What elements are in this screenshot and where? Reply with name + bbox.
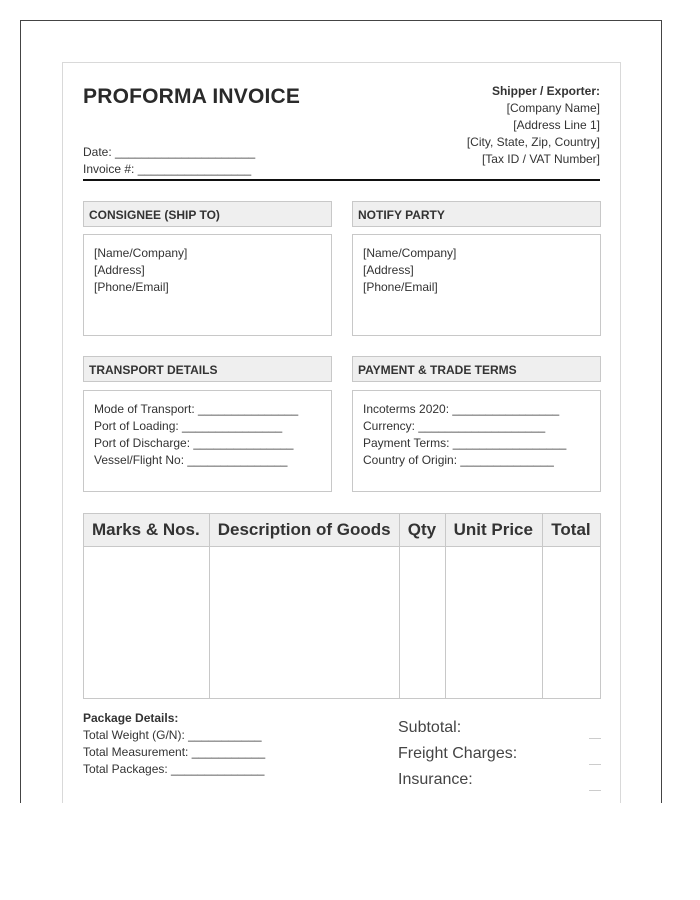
- column-header-description: Description of Goods: [209, 514, 399, 547]
- transport-heading: TRANSPORT DETAILS: [83, 356, 332, 382]
- table-row: [84, 547, 601, 699]
- notify-line: [Name/Company]: [363, 246, 457, 260]
- shipper-heading: Shipper / Exporter:: [491, 84, 600, 98]
- consignee-line: [Phone/Email]: [94, 280, 169, 294]
- column-header-marks: Marks & Nos.: [84, 514, 210, 547]
- freight-label: Freight Charges:: [398, 745, 518, 762]
- payment-line: Incoterms 2020: ________________: [363, 402, 560, 416]
- payment-line: Currency: ___________________: [363, 419, 546, 433]
- subtotal-row: [398, 719, 601, 745]
- consignee-box: [83, 234, 332, 336]
- subtotal-label: Subtotal:: [398, 719, 462, 736]
- notify-line: [Address]: [363, 263, 414, 277]
- consignee-line: [Name/Company]: [94, 246, 188, 260]
- shipper-line: [Tax ID / VAT Number]: [481, 152, 600, 166]
- invoice-number-field: Invoice #: _________________: [83, 162, 252, 176]
- table-cell: [209, 547, 399, 699]
- column-header-total: Total: [543, 514, 601, 547]
- freight-row: [398, 745, 601, 771]
- totals-block: [398, 719, 601, 797]
- payment-line: Country of Origin: ______________: [363, 453, 554, 467]
- insurance-label: Insurance:: [398, 771, 473, 788]
- table-header-row: [84, 514, 601, 547]
- column-header-unit-price: Unit Price: [445, 514, 543, 547]
- table-cell: [84, 547, 210, 699]
- package-heading: Package Details:: [83, 711, 179, 725]
- page-title: PROFORMA INVOICE: [83, 85, 301, 108]
- shipper-line: [City, State, Zip, Country]: [466, 135, 600, 149]
- freight-value-line: [589, 764, 601, 765]
- notify-party-heading: NOTIFY PARTY: [352, 201, 601, 227]
- consignee-line: [Address]: [94, 263, 145, 277]
- insurance-row: [398, 771, 601, 797]
- document-viewport[interactable]: [20, 20, 662, 803]
- transport-line: Port of Loading: _______________: [94, 419, 283, 433]
- table-cell: [445, 547, 543, 699]
- subtotal-value-line: [589, 738, 601, 739]
- package-line: Total Weight (G/N): ___________: [83, 728, 262, 742]
- shipper-line: [Company Name]: [506, 101, 600, 115]
- goods-table: [83, 513, 601, 699]
- transport-line: Vessel/Flight No: _______________: [94, 453, 288, 467]
- payment-terms-box: [352, 390, 601, 492]
- shipper-block: [467, 83, 600, 168]
- table-cell: [543, 547, 601, 699]
- payment-line: Payment Terms: _________________: [363, 436, 567, 450]
- column-header-qty: Qty: [399, 514, 445, 547]
- invoice-sheet: [62, 62, 621, 803]
- transport-line: Port of Discharge: _______________: [94, 436, 294, 450]
- package-line: Total Packages: ______________: [83, 762, 265, 776]
- date-field: Date: _____________________: [83, 145, 256, 159]
- table-cell: [399, 547, 445, 699]
- package-line: Total Measurement: ___________: [83, 745, 266, 759]
- insurance-value-line: [589, 790, 601, 791]
- notify-line: [Phone/Email]: [363, 280, 438, 294]
- header-divider: [83, 179, 600, 181]
- consignee-heading: CONSIGNEE (SHIP TO): [83, 201, 332, 227]
- package-details: [83, 710, 265, 778]
- transport-box: [83, 390, 332, 492]
- transport-line: Mode of Transport: _______________: [94, 402, 299, 416]
- notify-party-box: [352, 234, 601, 336]
- payment-terms-heading: PAYMENT & TRADE TERMS: [352, 356, 601, 382]
- shipper-line: [Address Line 1]: [513, 118, 600, 132]
